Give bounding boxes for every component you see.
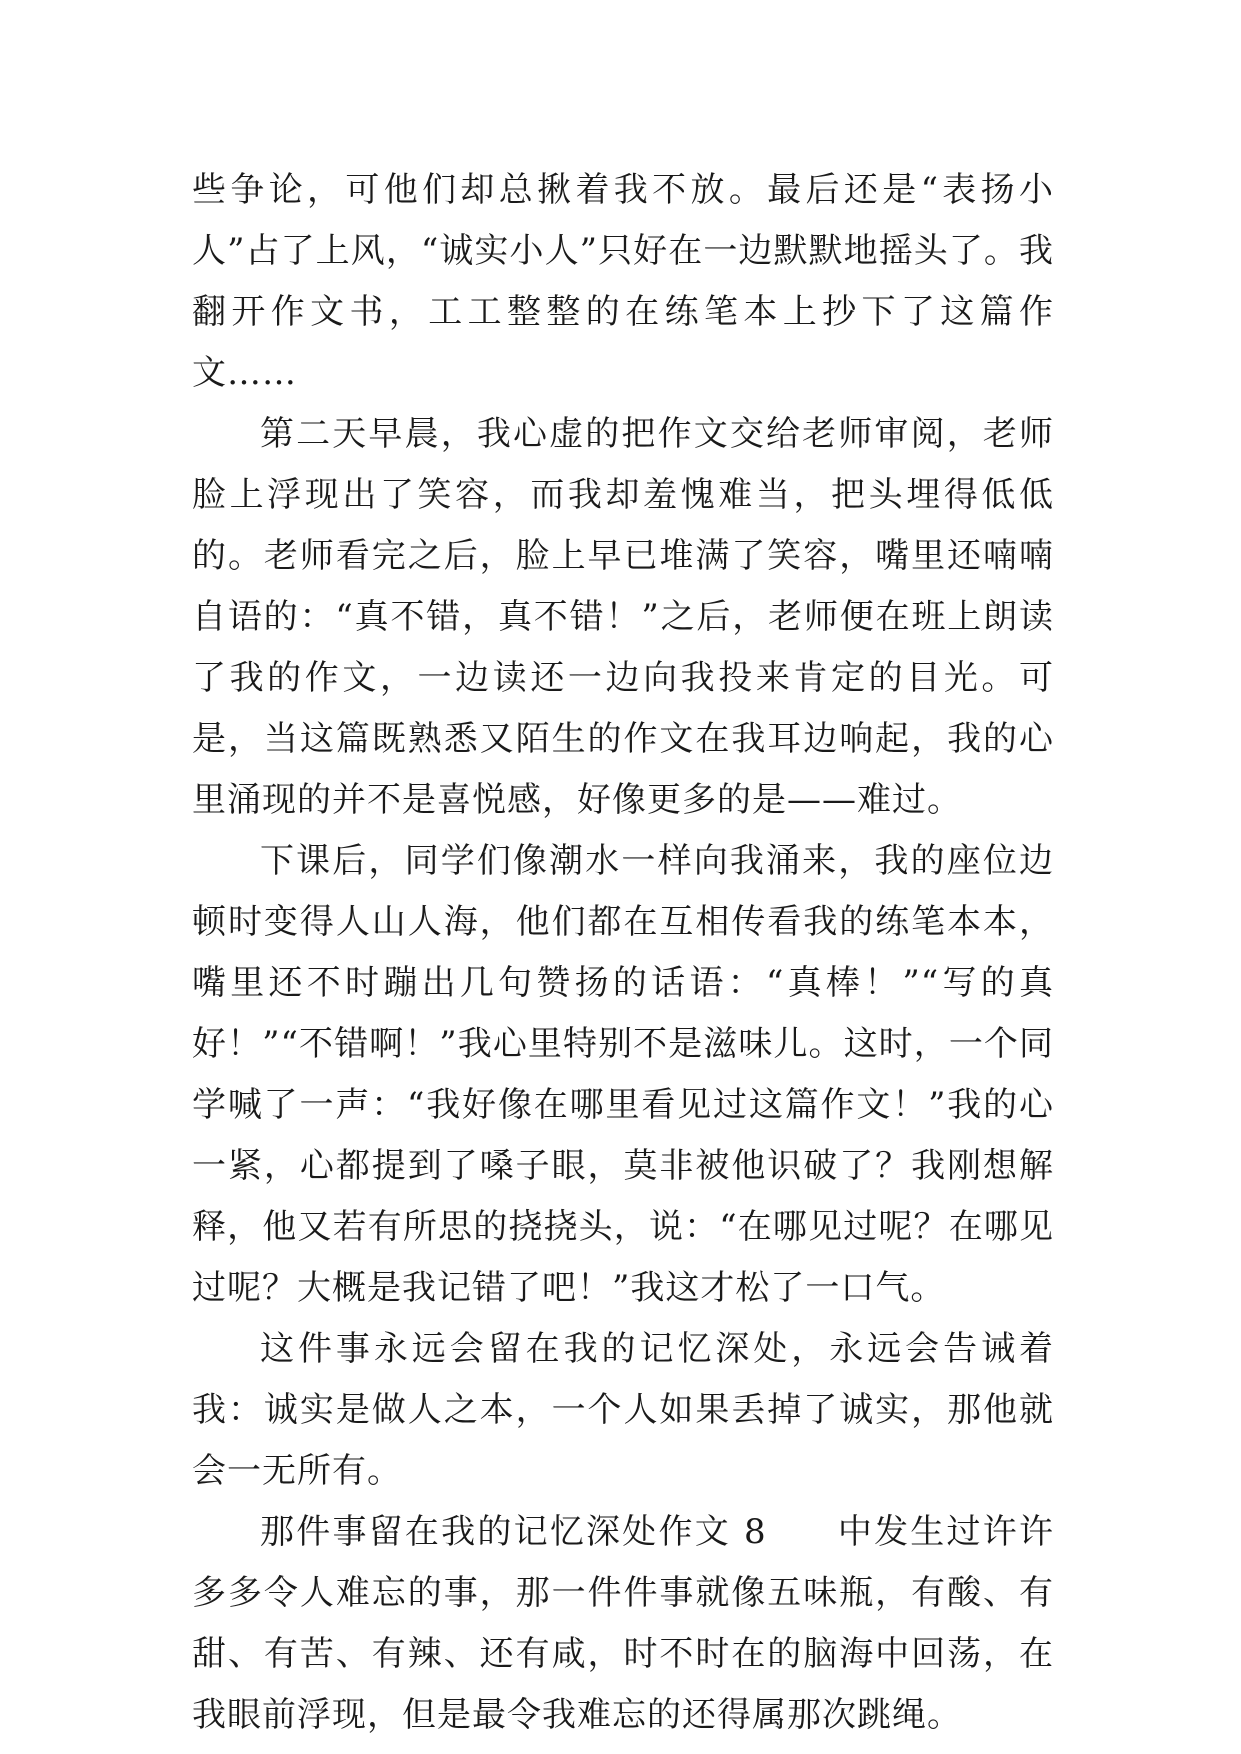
paragraph-4: 这件事永远会留在我的记忆深处，永远会告诫着我：诚实是做人之本，一个人如果丢掉了诚实，那他就会一无所有。 xyxy=(192,1329,1054,1491)
essay-heading: 那件事留在我的记忆深处作文 8 xyxy=(260,1512,767,1552)
body-text xyxy=(192,160,1054,1746)
paragraph-3: 下课后，同学们像潮水一样向我涌来，我的座位边顿时变得人山人海，他们都在互相传看我的练笔本本，嘴里还不时蹦出几句赞扬的话语：“真棒！”“写的真好！”“不错啊！”我心里特别不是滋味儿。这时，一个同学喊了一声：“我好像在哪里看见过这篇作文！”我的心一紧，心都提到了嗓子眼，莫非被他识破了？我刚想解释，他又若有所思的挠挠头，说：“在哪见过呢？在哪见过呢？大概是我记错了吧！”我这才松了一口气。 xyxy=(192,841,1054,1308)
paragraph-5 xyxy=(192,1502,1054,1746)
paragraph-1: 些争论，可他们却总揪着我不放。最后还是“表扬小人”占了上风，“诚实小人”只好在一边默默地摇头了。我翻开作文书，工工整整的在练笔本上抄下了这篇作文…… xyxy=(192,170,1054,393)
paragraph-5-text: 中发生过许许多多令人难忘的事，那一件件事就像五味瓶，有酸、有甜、有苦、有辣、还有咸，时不时在的脑海中回荡，在我眼前浮现，但是最令我难忘的还得属那次跳绳。 xyxy=(192,1512,1054,1735)
paragraph-2: 第二天早晨，我心虚的把作文交给老师审阅，老师脸上浮现出了笑容，而我却羞愧难当，把头埋得低低的。老师看完之后，脸上早已堆满了笑容，嘴里还喃喃自语的：“真不错，真不错！”之后，老师便在班上朗读了我的作文，一边读还一边向我投来肯定的目光。可是，当这篇既熟悉又陌生的作文在我耳边响起，我的心里涌现的并不是喜悦感，好像更多的是——难过。 xyxy=(192,414,1054,820)
